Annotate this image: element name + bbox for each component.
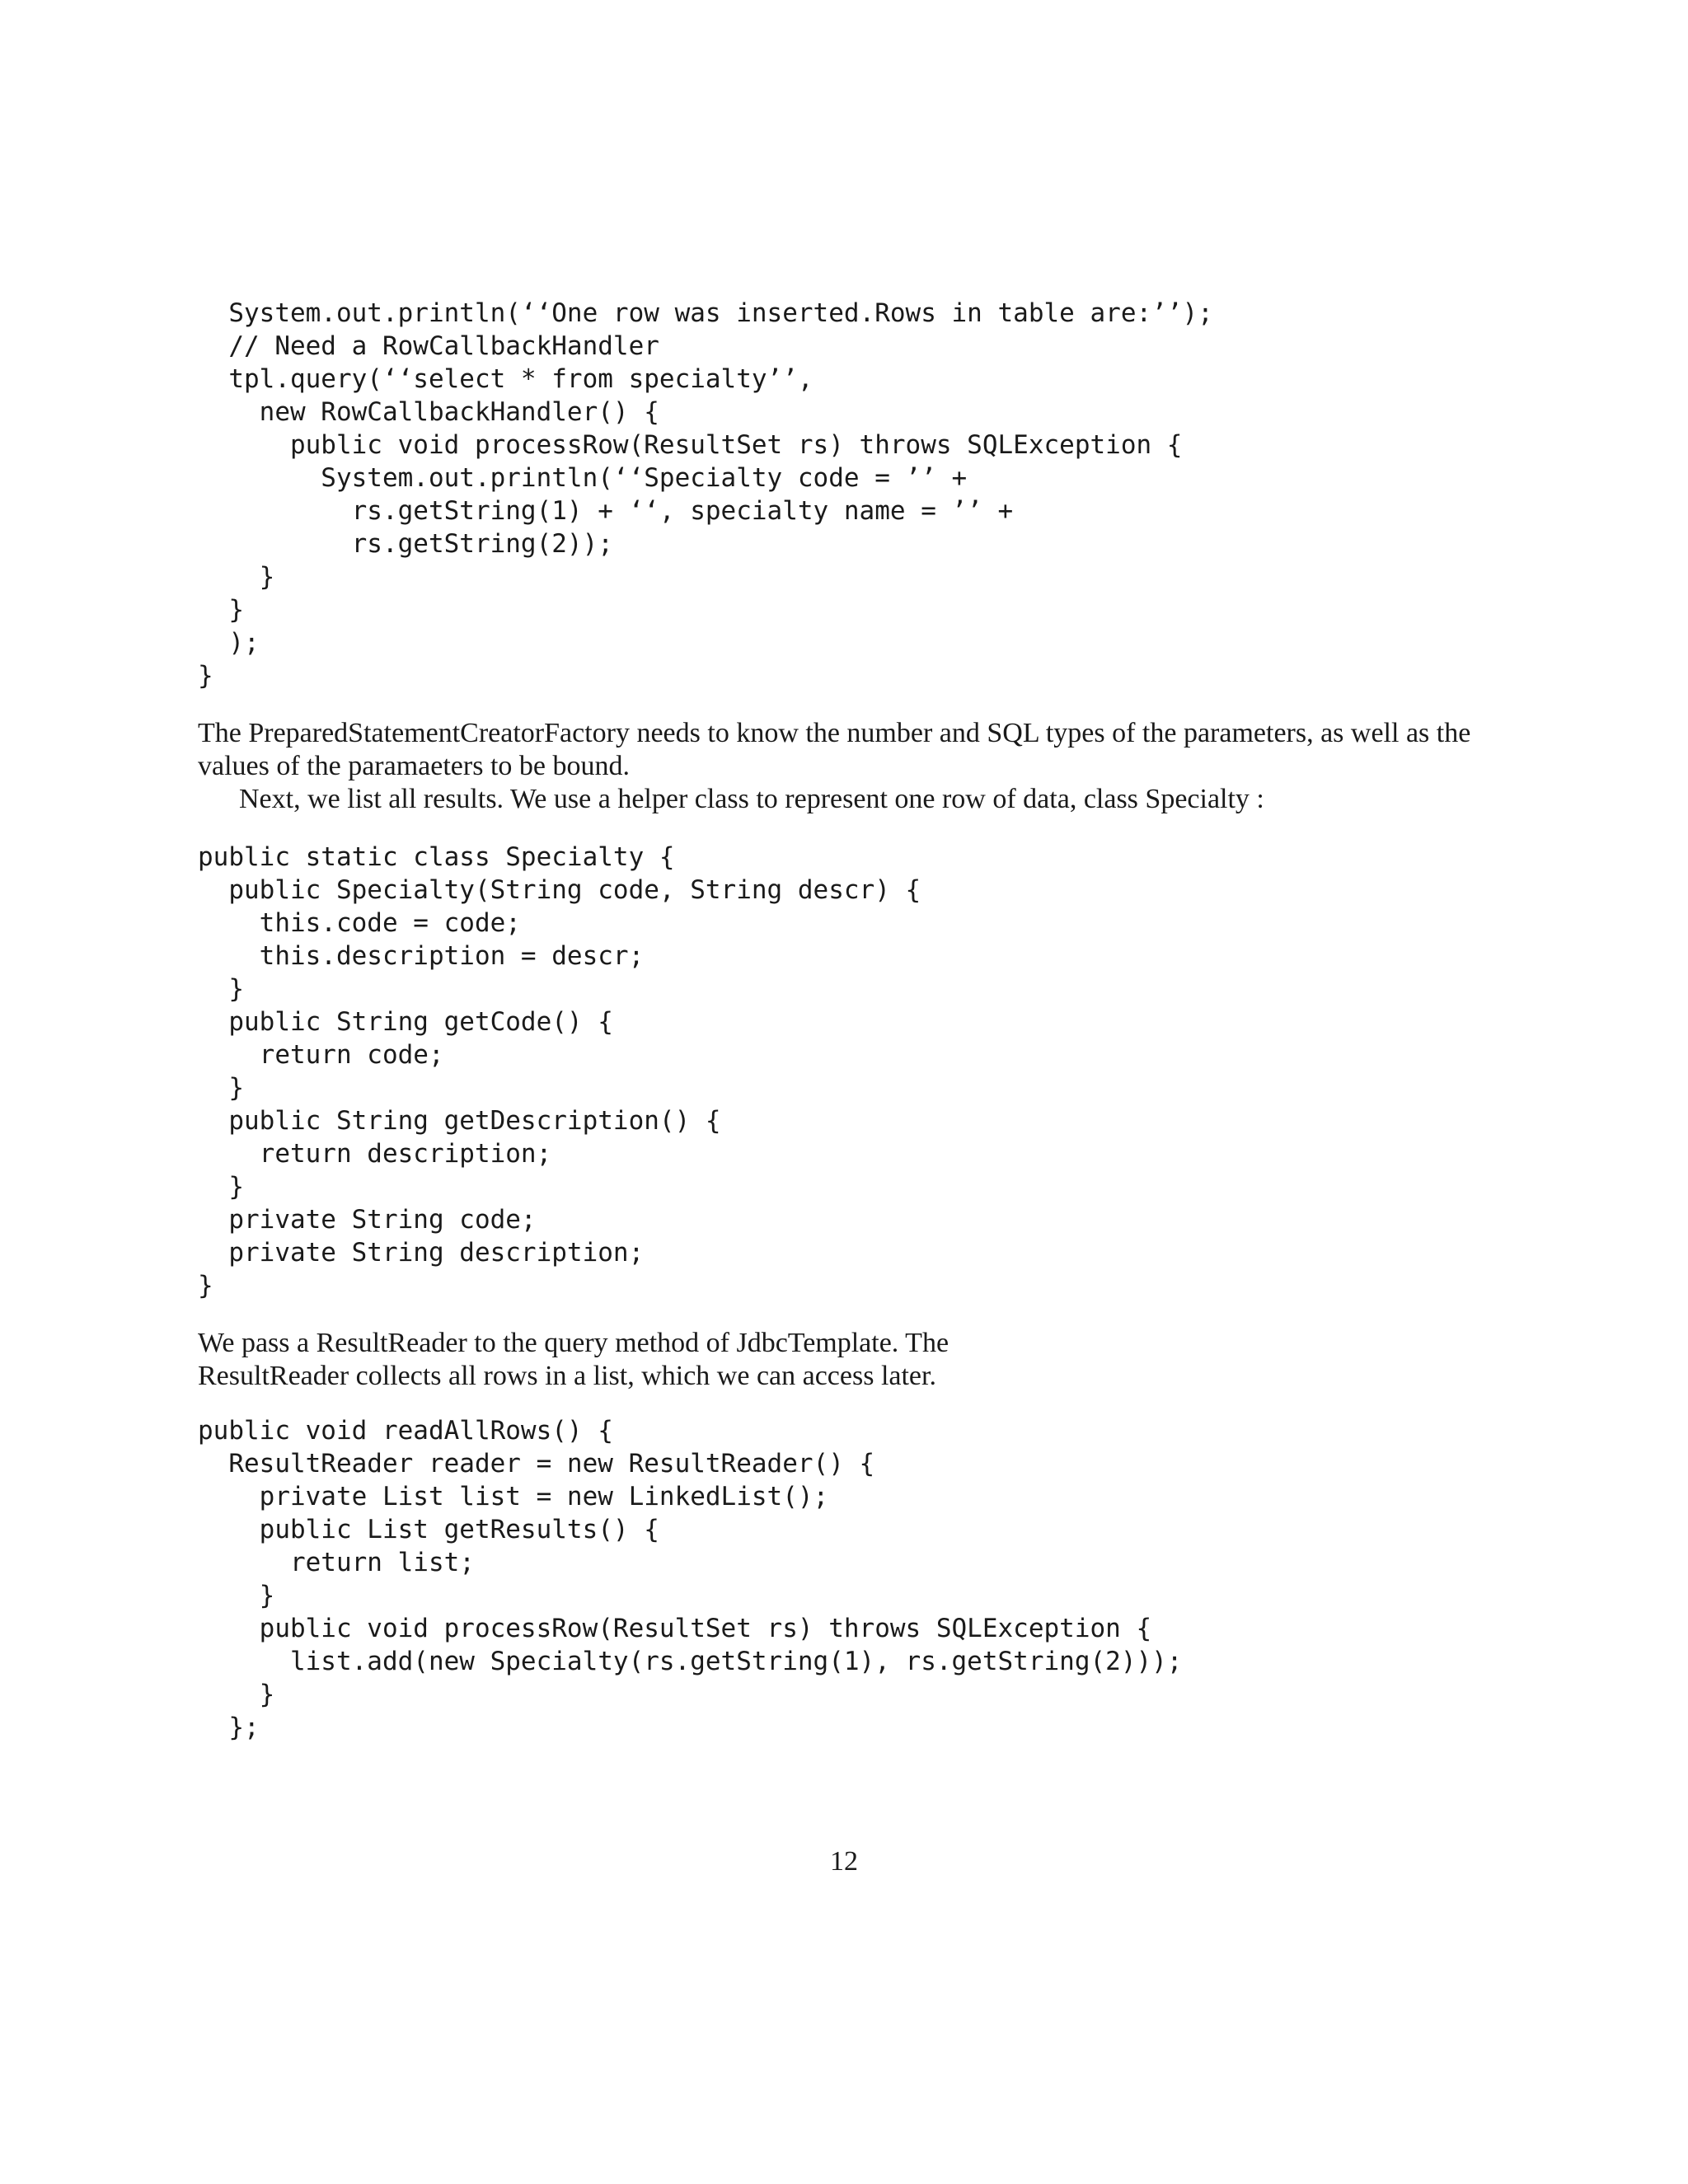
paragraph-result-reader [198, 1327, 1500, 1393]
page-number: 12 [830, 1846, 858, 1877]
document-page [198, 297, 1500, 1744]
paragraph-text-line: We pass a ResultReader to the query method of JdbcTemplate. The [198, 1328, 950, 1358]
code-block-read-all-rows: public void readAllRows() { ResultReader reader = new ResultReader() { private List list = new LinkedList(); public List getResults() { return list; } public void processRow(ResultSet rs) throws SQLException { list.add(new Specialty(rs.getString(1), rs.getString(2))); } }; [198, 1416, 1183, 1742]
paragraph-prepared-statement [198, 717, 1500, 816]
paragraph-text-indented: Next, we list all results. We use a helper class to represent one row of data, class Specialty : [239, 784, 1264, 814]
code-block-specialty-class: public static class Specialty { public Specialty(String code, String descr) { this.code = code; this.description = descr; } public String getCode() { return code; } public String getDescription() { return description; } private String code; private String description; } [198, 842, 921, 1301]
code-block-row-callback: System.out.println(‘‘One row was inserted.Rows in table are:’’); // Need a RowCallbackHandler tpl.query(‘‘select * from specialty’’, new RowCallbackHandler() { public void processRow(ResultSet rs) throws SQLException { System.out.println(‘‘Specialty code = ’’ + rs.getString(1) + ‘‘, specialty name = ’’ + rs.getString(2)); } } ); } [198, 298, 1213, 691]
paragraph-text: The PreparedStatementCreatorFactory needs to know the number and SQL types of the parameters, as well as the values of the paramaeters to be bound. [198, 718, 1471, 781]
paragraph-text-line: ResultReader collects all rows in a list, which we can access later. [198, 1361, 936, 1391]
